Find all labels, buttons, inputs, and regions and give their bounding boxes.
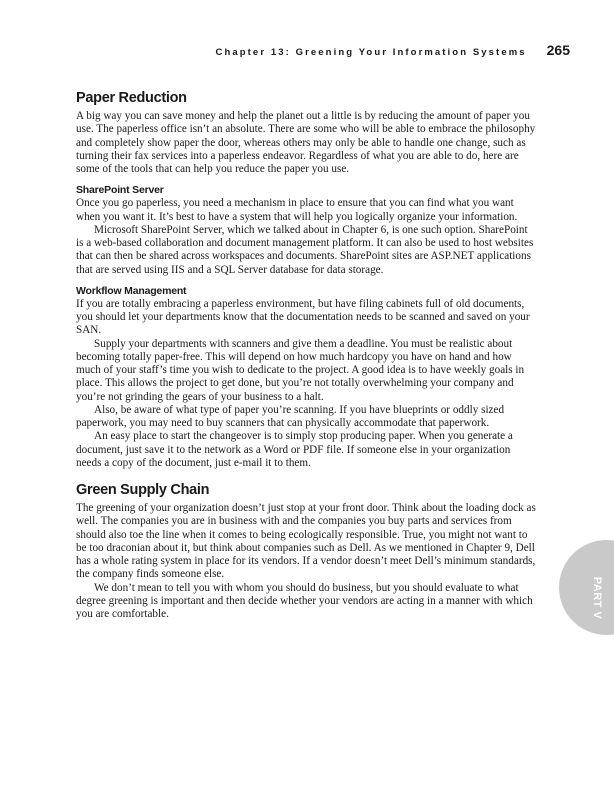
page-body <box>76 88 536 621</box>
paragraph-workflow-3: Also, be aware of what type of paper you’re scanning. If you have blueprints or oddly sized paperwork, you may need to buy scanners that can physically accommodate that paperwork. <box>76 403 505 429</box>
paragraph-workflow-2: Supply your departments with scanners and give them a deadline. You must be realistic about becoming totally paper-free. This will depend on how much hardcopy you have on hand and how much of your staff’s time you wish to dedicate to the project. A good idea is to have weekly goals in place. This allows the project to get done, but you’re not totally overwhelming your company and you’re not grinding the gears of your business to a halt. <box>76 337 525 403</box>
running-header <box>200 42 570 60</box>
page-number: 265 <box>546 42 570 58</box>
paragraph-workflow-4: An easy place to start the changeover is to simply stop producing paper. When you generate a document, just save it to the network as a Word or PDF file. If someone else in your organization needs a copy of the document, just e-mail it to them. <box>76 430 513 469</box>
paragraph-workflow-1: If you are totally embracing a paperless environment, but have filing cabinets full of old documents, you should let your departments know that the documentation needs to be scanned and saved on your SAN. <box>76 297 530 337</box>
paragraph-paper-reduction-intro: A big way you can save money and help the planet out a little is by reducing the amount of paper you use. The paperless office isn’t an absolute. There are some who will be able to embrace the philosophy and completely show paper the door, whereas others may only be able to handle one change, such as turning their fax services into a paperless endeavor. Regardless of what you are able to do, here are some of the tools that can help you reduce the paper you use. <box>76 110 536 175</box>
heading-green-supply-chain: Green Supply Chain <box>76 482 210 498</box>
paragraph-sharepoint-2: Microsoft SharePoint Server, which we talked about in Chapter 6, is one such option. SharePoint is a web-based collaboration and document management platform. It can also be used to host websites that can then be shared across workspaces and documents. SharePoint sites are ASP.NET applications that are served using IIS and a SQL Server database for data storage. <box>76 223 534 276</box>
part-tab <box>559 540 614 635</box>
part-tab-label: PART V <box>591 576 603 620</box>
heading-paper-reduction: Paper Reduction <box>76 90 187 106</box>
heading-sharepoint-server: SharePoint Server <box>76 184 164 197</box>
heading-workflow-management: Workflow Management <box>76 284 187 297</box>
paragraph-green-supply-2: We don’t mean to tell you with whom you should do business, but you should evaluate to what degree greening is important and then decide whether your vendors are acting in a manner with which you are comfortable. <box>76 581 533 620</box>
paragraph-green-supply-1: The greening of your organization doesn’t just stop at your front door. Think about the loading dock as well. The companies you are in business with and the companies you buy parts and services from should also toe the line when it comes to being ecologically responsible. True, you might not want to be too draconian about it, but think about companies such as Dell. As we mentioned in Chapter 9, Dell has a whole rating system in place for its vendors. If a vendor doesn’t meet Dell’s minimum standards, the company finds someone else. <box>76 502 536 581</box>
chapter-title: Chapter 13: Greening Your Information Systems <box>215 47 527 58</box>
paragraph-sharepoint-1: Once you go paperless, you need a mechanism in place to ensure that you can find what you want when you want it. It’s best to have a system that will help you logically organize your information. <box>76 197 518 223</box>
